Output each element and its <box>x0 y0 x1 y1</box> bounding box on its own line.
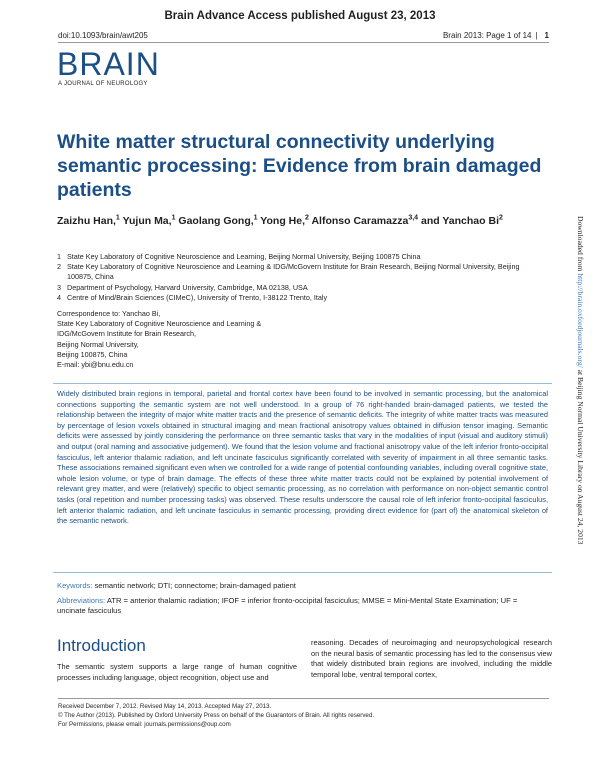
author-list <box>57 214 557 227</box>
correspondence-line: Correspondence to: Yanchao Bi, <box>57 309 161 318</box>
intro-right-column: reasoning. Decades of neuroimaging and neuropsychological research on the neural basis of semantic processing has led to the consensus view that widely distributed brain regions are involved, including the middle temporal lobe, ventral temporal cortex, <box>311 638 552 679</box>
footer-divider <box>58 698 549 699</box>
journal-page: Brain 2013: Page 1 of 14 <box>442 31 532 40</box>
affiliation-item: 3 Department of Psychology, Harvard University, Cambridge, MA 02138, USA <box>57 282 308 292</box>
intro-left-column: The semantic system supports a large range of human cognitive processes including language, object recognition, object use and <box>57 662 297 682</box>
author: Yong He,$^2$ <box>260 214 309 227</box>
advance-access-banner: Brain Advance Access published August 23, 2013 <box>164 10 436 22</box>
page-number: 1 <box>544 31 549 40</box>
affiliation-item: 4 Centre of Mind/Brain Sciences (CIMeC), University of Trento, I-38122 Trento, Italy <box>57 292 328 302</box>
correspondence <box>57 309 357 370</box>
affiliation-item: 1 State Key Laboratory of Cognitive Neuroscience and Learning, Beijing Normal University, Beijing 100875 China <box>57 252 421 261</box>
keywords-text: semantic network; DTI; connectome; brain-damaged patient <box>94 581 296 590</box>
correspondence-line: State Key Laboratory of Cognitive Neuroscience and Learning & <box>57 319 262 329</box>
abbreviations <box>57 596 527 617</box>
abstract: Widely distributed brain regions in temporal, parietal and frontal cortex have been found to be involved in semantic processing, but the anatomical connections supporting the semantic system are not well understood. In a group of 76 right-handed brain-damaged patients, we tested the relationship between the integrity of major white matter tracts and the presence of semantic deficits. The integrity of white matter tracts was measured by percentage of lesion voxels obtained in structural imaging and mean fractional anisotropy values obtained in diffusion tensor imaging. Semantic deficits were assessed by jointly considering the performance on three semantic tasks that vary in the modalities of input (visual and auditory stimuli) and output (oral naming and associative judgement). We found that the lesion volume and fractional anisotropy value of the left inferior fronto-occipital fasciculus, left anterior thalamic radiation, and left uncinate fasciculus significantly correlated with severity of impairment in all three semantic tasks. These associations remained significant even when we controlled for a wide range of potential confounding variables, including overall cognitive state, whole lesion volume, or type of brain damage. The effects of these three white matter tracts could not be explained by potential involvement of relevant grey matter, and were (relatively) specific to object semantic processing, as no correlation with performance on non-object semantic control tasks (oral repetition and number processing tasks) was observed. These results underscore the causal role of left inferior fronto-occipital fasciculus, left anterior thalamic radiation, and left uncinate fasciculus in semantic processing, providing direct evidence for (part of) the anatomical skeleton of the semantic network. <box>57 389 548 526</box>
copyright: © The Author (2013). Published by Oxford University Press on behalf of the Guarantors of Brain. All rights reserved. <box>58 712 375 719</box>
affiliations <box>57 252 547 303</box>
doi[interactable]: doi:10.1093/brain/awt205 <box>58 31 148 40</box>
correspondence-email[interactable]: E-mail: ybi@bnu.edu.cn <box>57 360 134 370</box>
footer-notes <box>58 702 549 729</box>
author: Zaizhu Han,$^1$ <box>57 214 120 227</box>
affiliation-item: 2 State Key Laboratory of Cognitive Neuroscience and Learning & IDG/McGovern Institute for Brain Research, Beijing Normal University, Beijing 100875, China <box>57 262 520 282</box>
journal-logo: BRAIN <box>57 46 160 82</box>
keywords-label: Keywords: <box>57 581 93 590</box>
received-dates: Received December 7, 2012. Revised May 14, 2013. Accepted May 27, 2013. <box>58 703 272 710</box>
abbreviations-label: Abbreviations: <box>57 596 106 605</box>
journal-logo-subtitle: A JOURNAL OF NEUROLOGY <box>58 81 148 87</box>
article-title: White matter structural connectivity underlying semantic processing: Evidence from brain damaged patients <box>57 131 542 201</box>
page-info <box>443 31 549 40</box>
author: Alfonso Caramazza$^{3,4}$ <box>311 214 419 227</box>
separator: | <box>535 31 538 40</box>
section-heading-introduction: Introduction <box>57 636 146 655</box>
permissions[interactable]: For Permissions, please email: journals.permissions@oup.com <box>58 721 231 728</box>
correspondence-line: Beijing 100875, China <box>57 349 128 359</box>
download-link[interactable]: http://brain.oxfordjournals.org/ <box>576 273 585 368</box>
header-divider <box>58 42 549 43</box>
author: Gaolang Gong,$^1$ <box>178 214 258 227</box>
correspondence-line: IDG/McGovern Institute for Brain Research, <box>57 329 197 339</box>
keywords <box>57 581 547 591</box>
author: Yujun Ma,$^1$ <box>122 214 176 227</box>
download-note: Downloaded from http://brain.oxfordjournals.org/ at Beijing Normal University Library on August 24, 2013 <box>576 216 585 545</box>
author: and Yanchao Bi$^2$ <box>420 214 503 227</box>
abbreviations-text: ATR = anterior thalamic radiation; IFOF = inferior fronto-occipital fasciculus; MMSE = Mini-Mental State Examination; UF = uncinate fasciculus <box>57 596 518 616</box>
correspondence-line: Beijing Normal University, <box>57 339 139 349</box>
